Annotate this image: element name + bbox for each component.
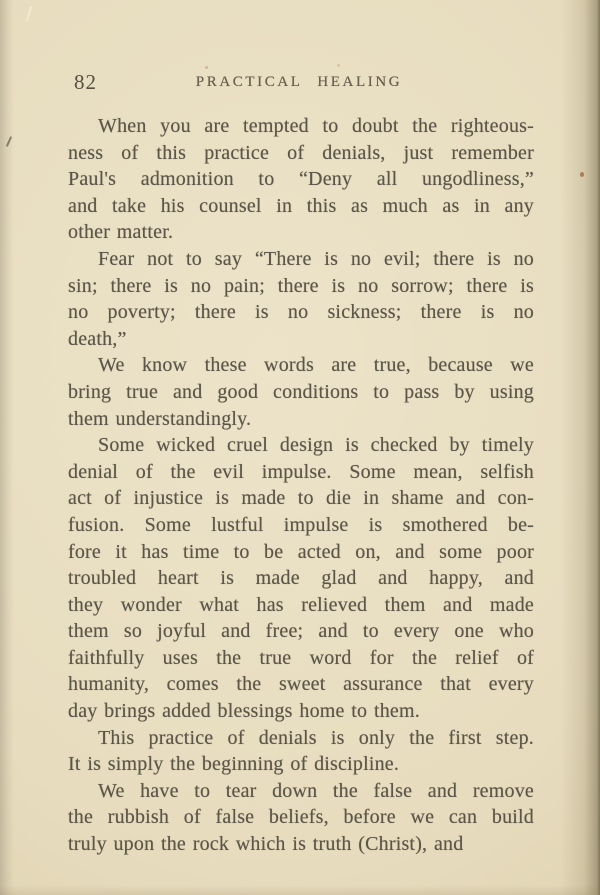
text-line: truly upon the rock which is truth (Christ), and [68,833,464,856]
text-line: ness of this practice of denials, just remember [68,141,534,164]
paragraph-5 [68,725,534,778]
text-line: the rubbish of false beliefs, before we can build [68,806,534,829]
text-line: no poverty; there is no sickness; there is no [68,301,534,324]
text-line: sin; there is no pain; there is no sorrow; there is [68,274,534,297]
text-line: and take his counsel in this as much as in any [68,194,534,217]
text-line: faithfully uses the true word for the relief of [68,646,534,669]
paper-speck [580,172,584,177]
paragraph-3 [68,352,534,432]
text-line: them so joyful and free; and to every one who [68,620,534,643]
paper-scratch [26,6,33,22]
scan-edge-left [0,0,14,895]
paper-speck [337,64,340,67]
paragraph-4 [68,432,534,725]
text-line: Fear not to say “There is no evil; there is no [98,247,534,270]
text-line: Paul's admonition to “Deny all ungodliness,” [68,168,534,191]
text-line: fusion. Some lustful impulse is smothered be- [68,513,534,536]
paper-mark [6,136,12,147]
text-line: troubled heart is made glad and happy, and [68,567,534,590]
text-line: death,” [68,327,127,350]
page-header [68,70,530,96]
text-line: humanity, comes the sweet assurance that every [68,673,534,696]
page-number: 82 [74,70,97,94]
text-line: We know these words are true, because we [98,354,534,377]
scan-edge-bottom [0,885,600,895]
text-line: act of injustice is made to die in shame and con- [68,487,534,510]
text-line: them understandingly. [68,407,252,430]
paragraph-6 [68,778,534,858]
text-line: day brings added blessings home to them. [68,700,420,723]
text-line: When you are tempted to doubt the righteous- [98,115,534,137]
scan-edge-right [560,0,600,895]
text-line: bring true and good conditions to pass by using [68,380,534,403]
text-line: they wonder what has relieved them and made [68,593,534,616]
text-line: denial of the evil impulse. Some mean, selfish [68,460,534,483]
paragraph-1 [68,113,534,246]
paragraph-2 [68,246,534,352]
text-line: It is simply the beginning of discipline. [68,753,400,776]
text-line: We have to tear down the false and remove [98,779,534,802]
text-line: fore it has time to be acted on, and some poor [68,540,534,563]
page-body [68,113,534,858]
text-line: Some wicked cruel design is checked by timely [98,434,534,457]
text-line: This practice of denials is only the first step. [98,726,534,749]
paper-speck [205,66,208,69]
text-line: other matter. [68,221,174,244]
running-header: PRACTICAL HEALING [195,74,403,90]
